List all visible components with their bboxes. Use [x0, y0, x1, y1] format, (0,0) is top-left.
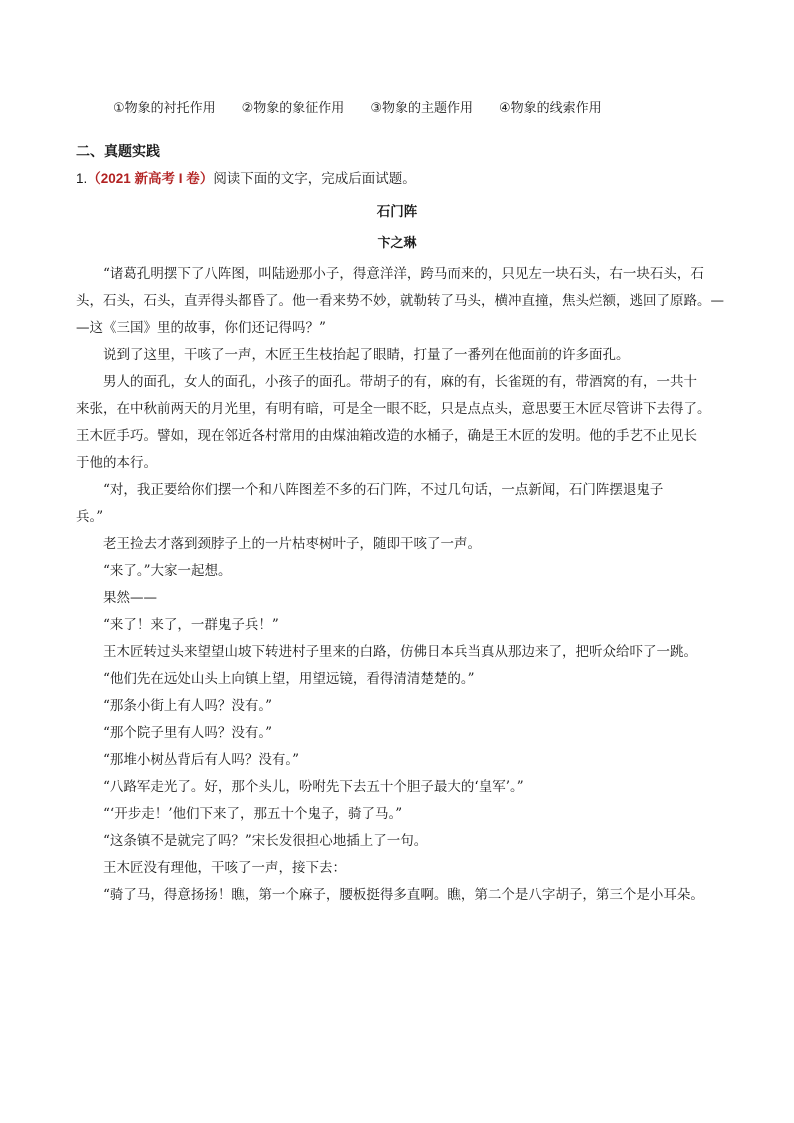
article-line: “他们先在远处山头上向镇上望，用望远镜，看得清清楚楚的。”	[76, 671, 475, 687]
question-line	[76, 167, 416, 187]
article-line: 头，石头，石头，直弄得头都昏了。他一看来势不妙，就勒转了马头，横冲直撞，焦头烂额，逃回了原路。—	[76, 293, 724, 309]
article-line: 老王捡去才落到颈脖子上的一片枯枣树叶子，随即干咳了一声。	[76, 536, 481, 552]
article-line: “来了。”大家一起想。	[76, 563, 232, 579]
article-line: “来了！来了，一群鬼子兵！”	[76, 617, 279, 633]
article-line: “‘开步走！’他们下来了，那五十个鬼子，骑了马。”	[76, 806, 403, 822]
option-item-2: ②物象的象征作用	[241, 100, 345, 115]
question-instruction: 阅读下面的文字，完成后面试题。	[213, 171, 416, 186]
option-item-4: ④物象的线索作用	[498, 100, 602, 115]
article-line: “那个院子里有人吗？没有。”	[76, 725, 273, 741]
question-number: 1.	[76, 171, 88, 186]
question-open-paren: （	[87, 171, 101, 186]
article-line: “对，我正要给你们摆一个和八阵图差不多的石门阵，不过几句话，一点新闻，石门阵摆退鬼子	[76, 482, 664, 498]
article-line: 于他的本行。	[76, 455, 157, 471]
article-body	[76, 261, 766, 909]
option-item-3: ③物象的主题作用	[370, 100, 473, 115]
article-line: “那条小街上有人吗？没有。”	[76, 698, 273, 714]
article-line: 果然——	[76, 590, 157, 606]
article-line: “那堆小树丛背后有人吗？没有。”	[76, 752, 300, 768]
option-list	[113, 97, 713, 116]
article-line: “骑了马，得意扬扬！瞧，第一个麻子，腰板挺得多直啊。瞧，第二个是八字胡子，第三个是小耳朵。	[76, 887, 704, 903]
question-close-paren: ）	[199, 171, 214, 186]
article-line: 兵。”	[76, 509, 104, 525]
article-author: 卞之琳	[377, 235, 417, 250]
option-item-1: ①物象的衬托作用	[113, 100, 216, 115]
article-line: “这条镇不是就完了吗？”宋长发很担心地插上了一句。	[76, 833, 428, 849]
article-line: 王木匠转过头来望望山坡下转进村子里来的白路，仿佛日本兵当真从那边来了，把听众给吓了一跳。	[76, 644, 697, 660]
article-title: 石门阵	[376, 204, 418, 219]
question-source: 2021 新高考 I 卷	[100, 171, 200, 186]
article-line: —这《三国》里的故事，你们还记得吗？”	[76, 320, 326, 336]
article-line: 来张，在中秋前两天的月光里，有明有暗，可是全一眼不眨，只是点点头，意思要王木匠尽管讲下去得了。	[76, 401, 711, 417]
article-line: 男人的面孔，女人的面孔，小孩子的面孔。带胡子的有，麻的有，长雀斑的有，带酒窝的有，一共十	[76, 374, 697, 390]
section-heading: 二、真题实践	[76, 143, 160, 159]
article-line: “诸葛孔明摆下了八阵图，叫陆逊那小子，得意洋洋，跨马而来的，只见左一块石头，右一块石头，石	[76, 266, 704, 282]
article-line: 王木匠手巧。譬如，现在邻近各村常用的由煤油箱改造的水桶子，确是王木匠的发明。他的手艺不止见长	[76, 428, 697, 444]
article-line: “八路军走光了。好，那个头儿，吩咐先下去五十个胆子最大的‘皇军’。”	[76, 779, 524, 795]
article-line: 王木匠没有理他，干咳了一声，接下去：	[76, 860, 346, 876]
article-line: 说到了这里，干咳了一声，木匠王生枝抬起了眼睛，打量了一番列在他面前的许多面孔。	[76, 347, 630, 363]
